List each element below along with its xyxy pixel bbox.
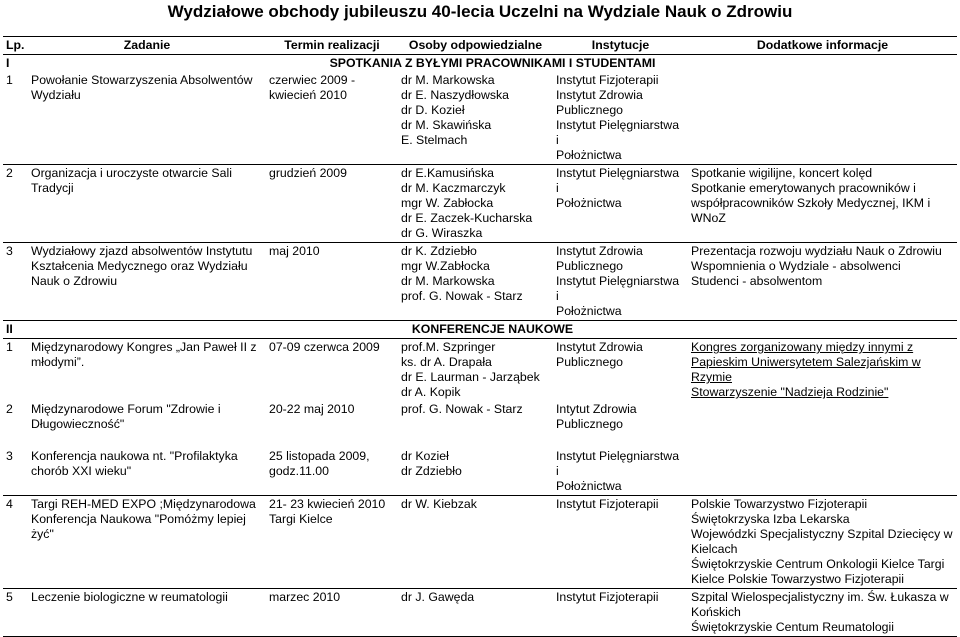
cell-line: Instytut Pielęgniarstwa i [556,449,680,478]
header-term: Termin realizacji [266,37,398,55]
table-row [3,589,957,637]
table-row [3,448,957,496]
cell-line: Instytut Pielęgniarstwa i [556,274,680,303]
persons-cell [398,72,553,165]
cell-line: Końskich [691,605,741,619]
row-number: 5 [3,589,28,637]
cell-line: prof.M. Szpringer [401,340,496,354]
cell-line: dr W. Kiebzak [401,497,477,511]
cell-line: dr M. Markowska [401,274,495,288]
term-cell: marzec 2010 [266,589,398,637]
cell-line: dr E.Kamusińska [401,166,494,180]
cell-line: E. Stelmach [401,133,468,147]
cell-line: Kielcach [691,542,738,556]
table-row [3,339,957,402]
cell-line: ks. dr A. Drapała [401,355,492,369]
cell-line: dr Zdziebło [401,464,462,478]
term-cell: maj 2010 [266,243,398,321]
persons-cell [398,448,553,496]
cell-line: dr E. Naszydłowska [401,88,509,102]
cell-line: Publicznego [556,259,623,273]
section-label: SPOTKANIA Z BYŁYMI PRACOWNIKAMI I STUDENTAMI [329,56,656,70]
cell-line: dr D. Kozieł [401,103,465,117]
extra-info-cell [688,401,957,448]
institutions-cell [553,589,688,637]
extra-info-cell [688,448,957,496]
section-label: KONFERENCJE NAUKOWE [28,321,957,339]
schedule-table [3,36,957,637]
section-header-1 [3,55,957,73]
cell-line: Instytut Zdrowia [556,88,643,102]
table-row [3,401,957,448]
header-persons: Osoby odpowiedzialne [398,37,553,55]
cell-line: Spotkanie wigilijne, koncert kolęd [691,166,873,180]
persons-cell [398,243,553,321]
extra-info-cell [688,589,957,637]
cell-line: Szpital Wielospecjalistyczny im. Św. Łukasza w [691,590,949,604]
header-extra-info: Dodatkowe informacje [688,37,957,55]
term-cell: 07-09 czerwca 2009 [266,339,398,402]
section-number: II [3,321,28,339]
term-cell: 25 listopada 2009, godz.11.00 [269,449,370,478]
cell-line: Świętokrzyskie Centrum Onkologii Kielce Targi [691,557,945,571]
task-cell: Wydziałowy zjazd absolwentów Instytutu Kształcenia Medycznego oraz Wydziału Nauk o Zdrowiu [28,243,266,321]
cell-line: Świętokrzyskie Centum Reumatologii [691,620,894,634]
extra-info-cell [688,72,957,165]
cell-line: Instytut Zdrowia [556,340,643,354]
header-lp: Lp. [3,37,28,55]
cell-line: dr M. Skawińska [401,118,492,132]
institutions-cell [553,401,688,448]
cell-line: Intytut Zdrowia [556,402,637,416]
institutions-cell [553,243,688,321]
cell-line: Świętokrzyska Izba Lekarska [691,512,850,526]
extra-info-cell [688,496,957,589]
cell-line: prof. G. Nowak - Starz [401,402,523,416]
cell-line: dr M. Markowska [401,73,495,87]
cell-line: mgr W.Zabłocka [401,259,490,273]
cell-line: współpracowników Szkoły Medycznej, IKM i [691,196,931,210]
term-cell: czerwiec 2009 - kwiecień 2010 [269,73,356,102]
cell-line: Instytut Fizjoterapii [556,73,659,87]
header-task: Zadanie [28,37,266,55]
extra-info-cell [688,243,957,321]
cell-line: WNoZ [691,211,726,225]
institutions-cell [553,339,688,402]
institutions-cell [553,496,688,589]
cell-line: Położnictwa [556,196,622,210]
cell-line: dr G. Wiraszka [401,226,483,240]
term-cell: 20-22 maj 2010 [269,402,355,416]
table-row [3,496,957,589]
cell-line: Studenci - absolwentom [691,274,823,288]
task-cell: Konferencja naukowa nt. "Profilaktyka chorób XXI wieku" [31,449,238,478]
cell-line: dr J. Gawęda [401,590,475,604]
extra-info-cell [688,339,957,402]
persons-cell [398,339,553,402]
table-row [3,165,957,243]
cell-line: dr E. Zaczek-Kucharska [401,211,533,225]
section-header-2 [3,321,957,339]
cell-line: Instytut Zdrowia [556,244,643,258]
cell-line: Położnictwa [556,479,622,493]
cell-line: prof. G. Nowak - Starz [401,289,523,303]
task-cell: Międzynarodowe Forum "Zdrowie i Długowieczność" [31,402,221,431]
row-number: 4 [3,496,28,589]
cell-line: dr E. Laurman - Jarząbek [401,370,540,384]
cell-line: Publicznego [556,355,623,369]
institutions-cell [553,165,688,243]
institutions-cell [553,72,688,165]
header-institutions: Instytucje [553,37,688,55]
cell-line: Stowarzyszenie "Nadzieja Rodzinie" [691,385,889,399]
section-number: I [6,56,10,70]
table-row [3,72,957,165]
cell-line: Wojewódzki Specjalistyczny Szpital Dziecięcy w [691,527,953,541]
row-number: 1 [6,73,13,87]
row-number: 2 [6,402,13,416]
row-number: 2 [3,165,28,243]
cell-line: Instytut Fizjoterapii [556,590,659,604]
row-number: 3 [6,449,13,463]
cell-line: Spotkanie emerytowanych pracowników i [691,181,916,195]
cell-line: Położnictwa [556,304,622,318]
term-cell: 21- 23 kwiecień 2010 Targi Kielce [266,496,398,589]
cell-line: mgr W. Zabłocka [401,196,494,210]
cell-line: Kongres zorganizowany między innymi z [691,340,914,354]
cell-line: dr K. Zdziebło [401,244,477,258]
cell-line: Prezentacja rozwoju wydziału Nauk o Zdrowiu [691,244,942,258]
header-row [3,37,957,55]
task-cell: Targi REH-MED EXPO ;Międzynarodowa Konferencja Naukowa "Pomóżmy lepiej żyć" [28,496,266,589]
institutions-cell [553,448,688,496]
task-cell: Organizacja i uroczyste otwarcie Sali Tradycji [28,165,266,243]
cell-line: Położnictwa [556,148,622,162]
cell-line: Publicznego [556,417,623,431]
page-title: Wydziałowe obchody jubileuszu 40-lecia Uczelni na Wydziale Nauk o Zdrowiu [167,2,793,21]
cell-line: dr A. Kopik [401,385,461,399]
cell-line: Polskie Towarzystwo Fizjoterapii [691,497,868,511]
persons-cell [398,165,553,243]
persons-cell [398,496,553,589]
cell-line: Kielce Polskie Towarzystwo Fizjoterapii [691,572,904,586]
term-cell: grudzień 2009 [266,165,398,243]
cell-line: Instytut Pielęgniarstwa i [556,166,680,195]
cell-line: Rzymie [691,370,732,384]
cell-line: Instytut Pielęgniarstwa i [556,118,680,147]
task-cell: Leczenie biologiczne w reumatologii [28,589,266,637]
cell-line: Instytut Fizjoterapii [556,497,659,511]
persons-cell [398,589,553,637]
persons-cell [398,401,553,448]
cell-line: Papieskim Uniwersytetem Salezjańskim w [691,355,921,369]
row-number: 1 [3,339,28,402]
cell-line: dr M. Kaczmarczyk [401,181,506,195]
task-cell: Międzynarodowy Kongres „Jan Paweł II z młodymi”. [28,339,266,402]
cell-line: dr Kozieł [401,449,449,463]
table-row [3,243,957,321]
cell-line: Publicznego [556,103,623,117]
cell-line: Wspomnienia o Wydziale - absolwenci [691,259,901,273]
task-cell: Powołanie Stowarzyszenia Absolwentów Wydziału [31,73,253,102]
extra-info-cell [688,165,957,243]
row-number: 3 [3,243,28,321]
